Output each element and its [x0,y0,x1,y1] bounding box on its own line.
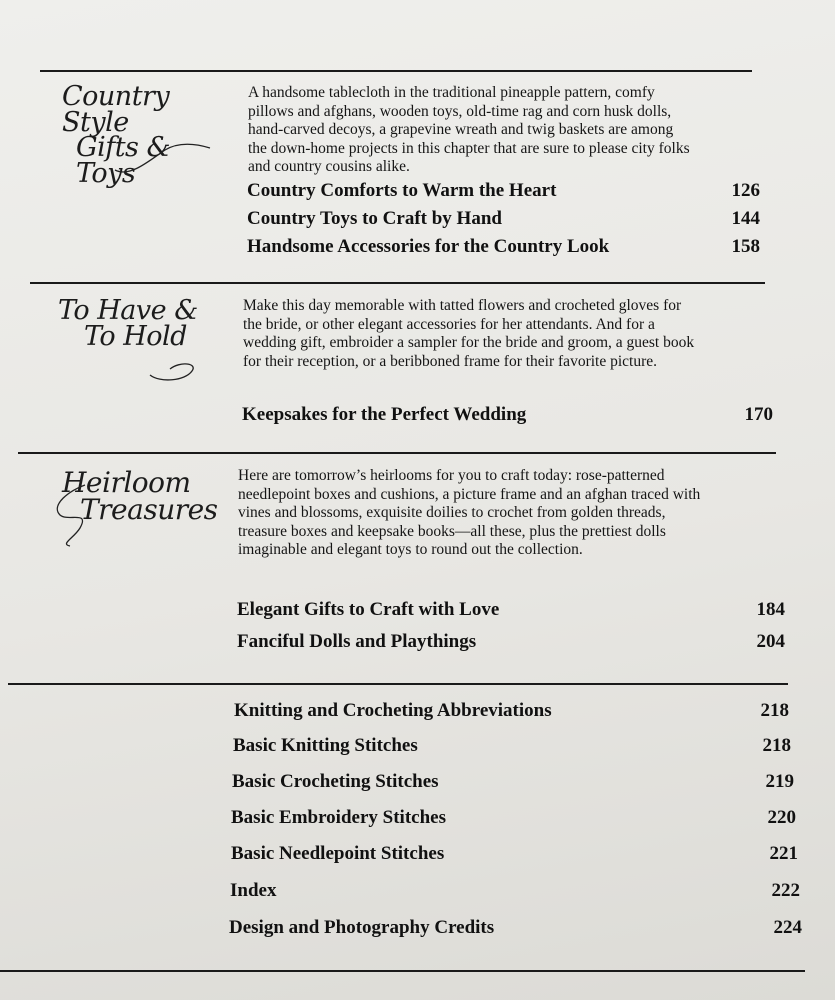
section-divider-1 [40,70,752,72]
toc-entry-page: 126 [731,180,760,201]
toc-entry-title: Knitting and Crocheting Abbreviations [234,700,552,721]
section-divider-2 [30,282,765,284]
toc-entry-page: 218 [762,735,791,756]
toc-entry-page: 158 [731,236,760,257]
toc-entry-title: Basic Embroidery Stitches [231,807,446,828]
toc-entry-title: Country Toys to Craft by Hand [247,208,502,229]
toc-entry [247,180,760,202]
toc-entry [247,236,760,258]
toc-entry-page: 220 [767,807,796,828]
toc-entry-title: Basic Crocheting Stitches [232,771,439,792]
section-title-to-have-and-to-hold [58,295,228,352]
calligraphy-flourish-icon [40,480,100,550]
toc-entry-title: Handsome Accessories for the Country Look [247,236,610,257]
toc-entry-title: Design and Photography Credits [229,917,495,938]
toc-entry-title: Basic Needlepoint Stitches [231,843,445,864]
toc-entry-page: 224 [773,917,802,938]
toc-entry [247,208,760,230]
section-divider-3 [18,452,776,454]
toc-entry [230,880,800,902]
toc-entry-title: Index [230,880,277,901]
toc-entry [237,631,785,653]
toc-entry [242,404,773,426]
toc-entry-title: Keepsakes for the Perfect Wedding [242,404,527,425]
section-title-line2: Treasures [80,492,218,526]
calligraphy-flourish-icon [140,355,210,385]
calligraphy-flourish-icon [110,140,230,180]
toc-entry-title: Country Comforts to Warm the Heart [247,180,557,201]
section-description: Here are tomorrow’s heirlooms for you to craft today: rose-patterned needlepoint boxes and cushions, a picture frame and an afghan traced with vines and blossoms, exquisite doilies to crochet from golden threads, treasure boxes and keepsake books—all these, plus the prettiest dolls imaginable and elegant toys to round out the collection. [238,467,701,558]
section-divider-5 [0,970,805,972]
section-description: A handsome tablecloth in the traditional pineapple pattern, comfy pillows and afghans, wooden toys, old-time rag and corn husk dolls, hand-carved decoys, a grapevine wreath and twig baskets are among the down-home projects in this chapter that are sure to please city folks and country cousins alike. [248,84,690,175]
section-description: Make this day memorable with tatted flowers and crocheted gloves for the bride, or other elegant accessories for her attendants. And for a wedding gift, embroider a sampler for the bride and groom, a guest book for their reception, or a beribboned frame for their favorite picture. [243,297,695,370]
toc-entry-page: 221 [769,843,798,864]
toc-entry-page: 144 [731,208,760,229]
toc-entry [229,917,802,939]
toc-entry [237,599,785,621]
toc-entry-title: Fanciful Dolls and Playthings [237,631,477,652]
toc-entry [231,843,798,865]
toc-entry [232,771,794,793]
toc-entry-page: 170 [744,404,773,425]
section-title-line2: To Hold [84,320,187,352]
toc-entry [231,807,796,829]
section-title-line1: Country Style [62,81,170,138]
toc-entry-page: 218 [760,700,789,721]
section-title-line1: To Have & [58,295,198,326]
toc-entry [233,735,791,757]
toc-entry-page: 184 [756,599,785,620]
section-title-line1: Heirloom [62,466,191,499]
section-title-line2: Gifts & Toys [76,132,171,189]
toc-entry-title: Basic Knitting Stitches [233,735,418,756]
toc-entry-page: 204 [756,631,785,652]
section-divider-4 [8,683,788,685]
toc-entry-title: Elegant Gifts to Craft with Love [237,599,500,620]
toc-entry-page: 222 [771,880,800,901]
toc-entry [234,700,789,722]
toc-entry-page: 219 [765,771,794,792]
